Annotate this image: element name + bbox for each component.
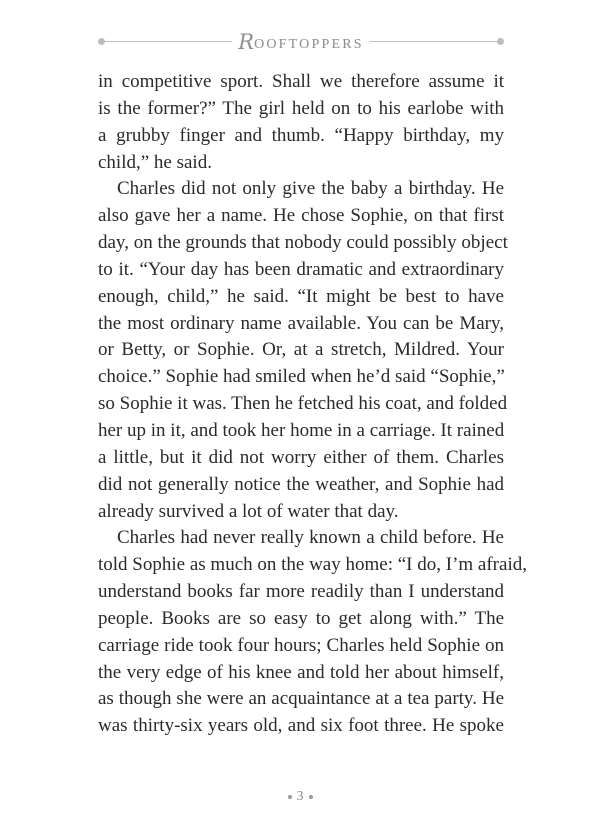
text-line: already survived a lot of water that day. — [98, 500, 399, 522]
text-line: also gave her a name. He chose Sophie, on that first — [98, 205, 504, 227]
body-text — [98, 69, 527, 740]
text-line: Charles did not only give the baby a birthday. He — [117, 178, 504, 200]
folio-bullet-left — [288, 795, 292, 799]
text-line: her up in it, and took her home in a carriage. It rained — [98, 419, 505, 441]
text-line: child,” he said. — [98, 151, 212, 173]
text-line: carriage ride took four hours; Charles held Sophie on — [98, 634, 504, 656]
text-line: as though she were an acquaintance at a tea party. He — [98, 688, 504, 710]
text-line: a grubby finger and thumb. “Happy birthday, my — [98, 124, 504, 146]
page-number: 3 — [296, 789, 304, 804]
running-head-title — [98, 30, 504, 54]
text-line: understand books far more readily than I understand — [98, 581, 504, 603]
text-line: choice.” Sophie had smiled when he’d said “Sophie,” — [98, 366, 505, 388]
text-line: day, on the grounds that nobody could possibly object — [98, 232, 508, 254]
text-line: the most ordinary name available. You can be Mary, — [98, 312, 504, 334]
header-rule-right — [370, 41, 498, 42]
text-line: told Sophie as much on the way home: “I do, I’m afraid, — [98, 554, 527, 576]
folio-bullet-right — [309, 795, 313, 799]
running-head-initial: R — [238, 30, 255, 54]
page-number-footer — [0, 789, 600, 805]
running-header — [98, 28, 504, 56]
text-line: a little, but it did not worry either of them. Charles — [98, 446, 504, 468]
text-line: to it. “Your day has been dramatic and extraordinary — [98, 258, 504, 280]
header-ornament-dot-right — [497, 38, 504, 45]
text-line: so Sophie it was. Then he fetched his coat, and folded — [98, 393, 508, 415]
text-line: in competitive sport. Shall we therefore assume it — [98, 71, 504, 92]
text-line: did not generally notice the weather, and Sophie had — [98, 473, 504, 495]
text-line: people. Books are so easy to get along with.” The — [98, 607, 504, 629]
text-line: Charles had never really known a child before. He — [117, 527, 504, 549]
text-line: is the former?” The girl held on to his earlobe with — [98, 97, 504, 119]
text-line: or Betty, or Sophie. Or, at a stretch, Mildred. Your — [98, 339, 504, 361]
text-line: enough, child,” he said. “It might be best to have — [98, 285, 504, 307]
text-line: was thirty-six years old, and six foot three. He spoke — [98, 715, 504, 737]
text-line: the very edge of his knee and told her about himself, — [98, 661, 504, 683]
running-head-rest: OOFTOPPERS — [254, 37, 364, 52]
